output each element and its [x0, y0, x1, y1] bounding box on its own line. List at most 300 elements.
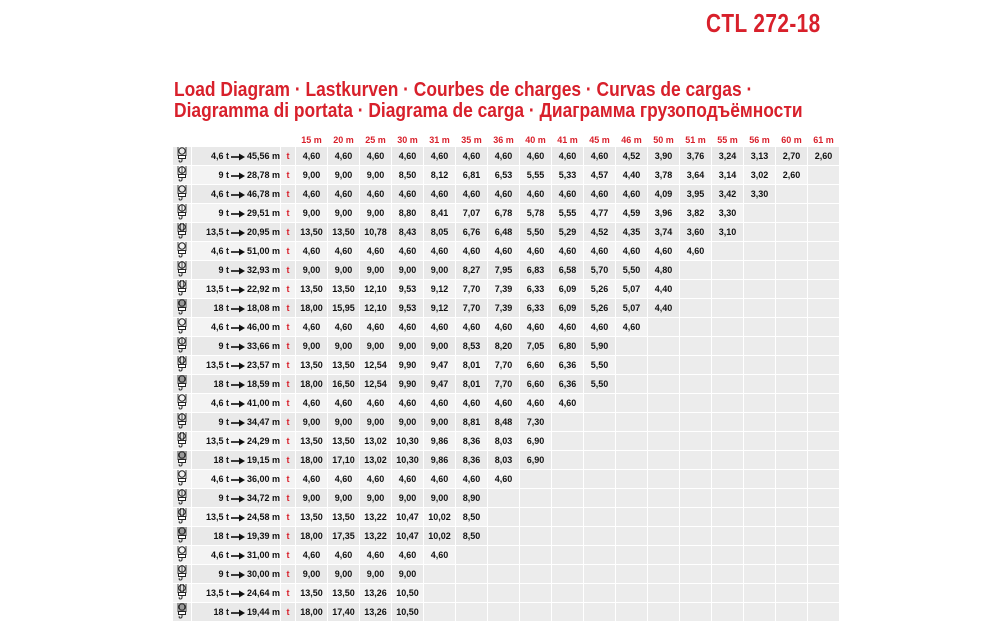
load-value: 8,12 [424, 166, 455, 184]
load-value: 3,76 [680, 147, 711, 165]
load-value: 5,55 [552, 204, 583, 222]
load-value: 9,00 [328, 204, 359, 222]
load-value [808, 356, 839, 374]
max-load-radius: 36,00 m [246, 474, 280, 484]
load-value [648, 432, 679, 450]
load-value: 7,07 [456, 204, 487, 222]
load-value: 6,58 [552, 261, 583, 279]
load-value [616, 470, 647, 488]
arrow-right-icon [229, 227, 247, 237]
load-value: 8,50 [456, 527, 487, 545]
load-value [488, 565, 519, 583]
header-spacer [281, 133, 295, 146]
load-value: 4,60 [360, 242, 391, 260]
max-load: 18 t [213, 303, 229, 313]
load-value: 13,50 [328, 280, 359, 298]
load-value [616, 565, 647, 583]
unit-label: t [281, 527, 295, 545]
max-load: 4,6 t [210, 246, 229, 256]
load-value [680, 470, 711, 488]
radius-header: 51 m [685, 134, 706, 145]
unit-label: t [281, 394, 295, 412]
load-value: 6,53 [488, 166, 519, 184]
radius-header: 56 m [749, 134, 770, 145]
load-value [648, 508, 679, 526]
load-value: 4,60 [296, 242, 327, 260]
max-load-radius: 24,64 m [246, 588, 280, 598]
load-value [616, 356, 647, 374]
load-value [808, 432, 839, 450]
radius-header: 15 m [301, 134, 322, 145]
load-value: 6,36 [552, 356, 583, 374]
unit-label: t [281, 584, 295, 602]
load-value [520, 546, 551, 564]
max-load-radius: 18,08 m [246, 303, 280, 313]
load-config [192, 356, 280, 374]
table-row [173, 147, 839, 165]
load-value: 13,50 [296, 280, 327, 298]
load-value [616, 603, 647, 621]
load-value: 9,53 [392, 280, 423, 298]
load-value: 2,70 [776, 147, 807, 165]
load-value: 9,00 [424, 337, 455, 355]
load-value: 6,90 [520, 432, 551, 450]
load-value: 4,35 [616, 223, 647, 241]
hook-icon [173, 394, 191, 412]
load-value: 4,60 [488, 242, 519, 260]
load-value: 8,48 [488, 413, 519, 431]
load-value: 7,05 [520, 337, 551, 355]
max-load: 13,5 t [205, 227, 229, 237]
max-load-radius: 34,47 m [246, 417, 280, 427]
load-value [808, 546, 839, 564]
max-load: 13,5 t [205, 588, 229, 598]
load-value: 4,60 [552, 185, 583, 203]
load-value: 4,80 [648, 261, 679, 279]
max-load-radius: 45,56 m [246, 151, 280, 161]
load-value: 8,50 [456, 508, 487, 526]
max-load-radius: 24,58 m [246, 512, 280, 522]
hook-icon [173, 204, 191, 222]
load-value [616, 432, 647, 450]
load-table [172, 132, 840, 622]
load-value [552, 603, 583, 621]
load-value [808, 375, 839, 393]
load-value: 3,30 [712, 204, 743, 222]
load-value [776, 546, 807, 564]
load-value [680, 280, 711, 298]
load-value: 4,60 [424, 546, 455, 564]
load-value: 5,07 [616, 280, 647, 298]
arrow-right-icon [229, 493, 247, 503]
max-load: 13,5 t [205, 436, 229, 446]
load-value [680, 299, 711, 317]
load-value: 17,35 [328, 527, 359, 545]
max-load-radius: 41,00 m [246, 398, 280, 408]
load-value [616, 489, 647, 507]
load-value: 12,54 [360, 356, 391, 374]
load-value: 9,00 [296, 261, 327, 279]
load-value [680, 337, 711, 355]
max-load: 4,6 t [210, 151, 229, 161]
load-value: 6,81 [456, 166, 487, 184]
load-value [680, 394, 711, 412]
load-value [616, 546, 647, 564]
load-value: 8,27 [456, 261, 487, 279]
load-value [808, 527, 839, 545]
load-value: 4,40 [616, 166, 647, 184]
load-value [488, 508, 519, 526]
max-load: 18 t [213, 455, 229, 465]
hook-icon [173, 185, 191, 203]
load-value: 9,00 [328, 413, 359, 431]
load-config [192, 565, 280, 583]
load-value: 4,60 [328, 546, 359, 564]
load-value: 4,60 [296, 546, 327, 564]
max-load-radius: 18,59 m [246, 379, 280, 389]
load-value: 18,00 [296, 451, 327, 469]
load-value [616, 337, 647, 355]
arrow-right-icon [229, 360, 247, 370]
unit-label: t [281, 489, 295, 507]
load-value: 9,90 [392, 375, 423, 393]
load-value: 3,90 [648, 147, 679, 165]
load-value: 4,52 [616, 147, 647, 165]
load-value [776, 242, 807, 260]
load-value [584, 603, 615, 621]
load-value: 4,60 [392, 185, 423, 203]
unit-label: t [281, 337, 295, 355]
load-value: 6,09 [552, 299, 583, 317]
load-value [584, 489, 615, 507]
radius-header-row [173, 133, 839, 146]
arrow-right-icon [229, 379, 247, 389]
radius-header: 55 m [717, 134, 738, 145]
load-config [192, 527, 280, 545]
load-value [648, 413, 679, 431]
load-value [712, 375, 743, 393]
radius-header: 36 m [493, 134, 514, 145]
arrow-right-icon [229, 303, 247, 313]
load-value: 5,07 [616, 299, 647, 317]
max-load-radius: 46,00 m [246, 322, 280, 332]
load-value: 13,50 [296, 508, 327, 526]
arrow-right-icon [229, 341, 247, 351]
unit-label: t [281, 280, 295, 298]
load-value [584, 546, 615, 564]
load-value [808, 185, 839, 203]
load-value [680, 451, 711, 469]
table-row [173, 185, 839, 203]
load-value [712, 242, 743, 260]
load-value: 5,50 [584, 375, 615, 393]
load-value: 4,60 [424, 242, 455, 260]
load-value [616, 508, 647, 526]
load-value: 5,55 [520, 166, 551, 184]
load-value: 3,60 [680, 223, 711, 241]
load-value: 8,43 [392, 223, 423, 241]
table-row [173, 204, 839, 222]
hook-icon [173, 356, 191, 374]
arrow-right-icon [229, 550, 247, 560]
max-load: 9 t [218, 170, 229, 180]
load-value: 9,00 [360, 166, 391, 184]
unit-label: t [281, 413, 295, 431]
load-config [192, 147, 280, 165]
hook-icon [173, 261, 191, 279]
max-load-radius: 32,93 m [246, 265, 280, 275]
table-row [173, 318, 839, 336]
table-row [173, 470, 839, 488]
model-title: CTL 272-18 [706, 8, 821, 38]
load-value: 4,77 [584, 204, 615, 222]
load-value [712, 318, 743, 336]
load-value: 4,60 [456, 318, 487, 336]
load-value: 13,50 [328, 356, 359, 374]
load-value [776, 451, 807, 469]
arrow-right-icon [229, 474, 247, 484]
load-value: 7,70 [488, 356, 519, 374]
unit-label: t [281, 451, 295, 469]
load-value: 8,01 [456, 356, 487, 374]
load-value: 9,00 [392, 489, 423, 507]
load-value: 4,60 [488, 470, 519, 488]
load-value: 9,47 [424, 356, 455, 374]
load-value [648, 584, 679, 602]
diagram-title-line-2: Diagramma di portata · Diagrama de carga · Диаграмма грузоподъёмности [174, 100, 803, 122]
load-value [680, 565, 711, 583]
load-value [552, 470, 583, 488]
load-value: 4,60 [296, 318, 327, 336]
hook-icon [173, 318, 191, 336]
load-value: 9,00 [328, 565, 359, 583]
load-value: 4,60 [456, 242, 487, 260]
load-value: 17,40 [328, 603, 359, 621]
load-value: 13,26 [360, 584, 391, 602]
load-value: 5,50 [584, 356, 615, 374]
max-load-radius: 46,78 m [246, 189, 280, 199]
load-value: 4,60 [424, 318, 455, 336]
load-value: 5,70 [584, 261, 615, 279]
max-load: 9 t [218, 493, 229, 503]
load-value [648, 546, 679, 564]
load-value [712, 299, 743, 317]
load-value: 5,50 [616, 261, 647, 279]
table-row [173, 432, 839, 450]
load-value: 3,02 [744, 166, 775, 184]
load-value [808, 603, 839, 621]
load-value: 4,60 [392, 147, 423, 165]
load-value [808, 242, 839, 260]
load-value: 4,60 [296, 147, 327, 165]
load-value: 15,95 [328, 299, 359, 317]
load-value [712, 394, 743, 412]
radius-header: 46 m [621, 134, 642, 145]
radius-header: 31 m [429, 134, 450, 145]
load-value: 10,78 [360, 223, 391, 241]
load-value: 6,09 [552, 280, 583, 298]
max-load-radius: 31,00 m [246, 550, 280, 560]
max-load: 4,6 t [210, 550, 229, 560]
load-value [776, 432, 807, 450]
radius-header: 45 m [589, 134, 610, 145]
load-value: 8,53 [456, 337, 487, 355]
load-value: 4,60 [392, 546, 423, 564]
hook-icon [173, 546, 191, 564]
load-value: 3,14 [712, 166, 743, 184]
load-value: 9,00 [392, 413, 423, 431]
load-config [192, 508, 280, 526]
load-value: 13,02 [360, 451, 391, 469]
unit-label: t [281, 565, 295, 583]
load-value: 8,03 [488, 432, 519, 450]
hook-icon [173, 375, 191, 393]
load-value [552, 508, 583, 526]
load-value: 5,26 [584, 299, 615, 317]
radius-header: 41 m [557, 134, 578, 145]
load-value: 8,03 [488, 451, 519, 469]
load-value: 4,60 [392, 470, 423, 488]
load-config [192, 451, 280, 469]
load-value: 18,00 [296, 299, 327, 317]
load-value [712, 337, 743, 355]
load-config [192, 394, 280, 412]
load-value: 10,02 [424, 508, 455, 526]
load-value: 4,60 [520, 242, 551, 260]
max-load: 18 t [213, 379, 229, 389]
load-value [648, 470, 679, 488]
table-row [173, 603, 839, 621]
load-value [712, 261, 743, 279]
load-value: 4,60 [424, 394, 455, 412]
load-value [680, 261, 711, 279]
diagram-title [174, 80, 896, 122]
hook-icon [173, 470, 191, 488]
load-config [192, 337, 280, 355]
load-value [616, 413, 647, 431]
load-value: 9,00 [360, 489, 391, 507]
load-value: 3,78 [648, 166, 679, 184]
load-value [712, 432, 743, 450]
load-value [552, 584, 583, 602]
load-value [744, 337, 775, 355]
load-config [192, 166, 280, 184]
max-load: 18 t [213, 531, 229, 541]
load-value [584, 508, 615, 526]
load-value: 9,00 [296, 565, 327, 583]
load-value [744, 451, 775, 469]
load-value: 9,00 [392, 261, 423, 279]
table-row [173, 337, 839, 355]
load-value: 4,09 [648, 185, 679, 203]
load-value: 4,57 [584, 166, 615, 184]
unit-label: t [281, 166, 295, 184]
max-load-radius: 19,44 m [246, 607, 280, 617]
load-value [744, 432, 775, 450]
load-value [776, 318, 807, 336]
unit-label: t [281, 147, 295, 165]
load-value [776, 603, 807, 621]
load-value [776, 489, 807, 507]
hook-icon [173, 337, 191, 355]
load-value [616, 394, 647, 412]
load-value: 6,60 [520, 375, 551, 393]
load-value [776, 299, 807, 317]
max-load: 13,5 t [205, 284, 229, 294]
load-value: 6,80 [552, 337, 583, 355]
load-value [552, 451, 583, 469]
load-value [744, 375, 775, 393]
load-value [488, 603, 519, 621]
load-value: 4,60 [648, 242, 679, 260]
load-value [584, 470, 615, 488]
load-value: 9,12 [424, 280, 455, 298]
load-value [648, 318, 679, 336]
table-row [173, 527, 839, 545]
load-value: 5,29 [552, 223, 583, 241]
load-value [808, 166, 839, 184]
load-value [712, 356, 743, 374]
load-value: 4,60 [392, 242, 423, 260]
load-value: 9,00 [296, 204, 327, 222]
load-value [424, 584, 455, 602]
load-value: 9,90 [392, 356, 423, 374]
radius-header: 25 m [365, 134, 386, 145]
max-load-radius: 19,39 m [246, 531, 280, 541]
load-value: 10,47 [392, 527, 423, 545]
load-config [192, 299, 280, 317]
load-value: 4,60 [616, 242, 647, 260]
load-value: 4,60 [552, 242, 583, 260]
load-value [456, 565, 487, 583]
arrow-right-icon [229, 189, 247, 199]
unit-label: t [281, 508, 295, 526]
table-row [173, 375, 839, 393]
max-load-radius: 51,00 m [246, 246, 280, 256]
load-value: 18,00 [296, 375, 327, 393]
max-load-radius: 28,78 m [246, 170, 280, 180]
load-value: 5,26 [584, 280, 615, 298]
load-value [680, 508, 711, 526]
load-value: 4,60 [488, 394, 519, 412]
load-value: 9,00 [328, 337, 359, 355]
load-value: 9,00 [328, 489, 359, 507]
load-value: 6,78 [488, 204, 519, 222]
load-value [552, 413, 583, 431]
load-rows [173, 147, 839, 621]
load-value: 13,50 [328, 223, 359, 241]
load-config [192, 223, 280, 241]
load-value [648, 451, 679, 469]
load-value: 4,60 [360, 185, 391, 203]
load-value: 12,10 [360, 299, 391, 317]
arrow-right-icon [229, 208, 247, 218]
unit-label: t [281, 242, 295, 260]
load-value [808, 508, 839, 526]
max-load: 9 t [218, 265, 229, 275]
load-value [808, 413, 839, 431]
load-value: 7,70 [488, 375, 519, 393]
radius-header: 40 m [525, 134, 546, 145]
load-value [552, 432, 583, 450]
load-value: 2,60 [808, 147, 839, 165]
load-value: 4,59 [616, 204, 647, 222]
load-value: 4,40 [648, 280, 679, 298]
arrow-right-icon [229, 398, 247, 408]
table-row [173, 166, 839, 184]
load-value: 18,00 [296, 603, 327, 621]
load-value [776, 337, 807, 355]
